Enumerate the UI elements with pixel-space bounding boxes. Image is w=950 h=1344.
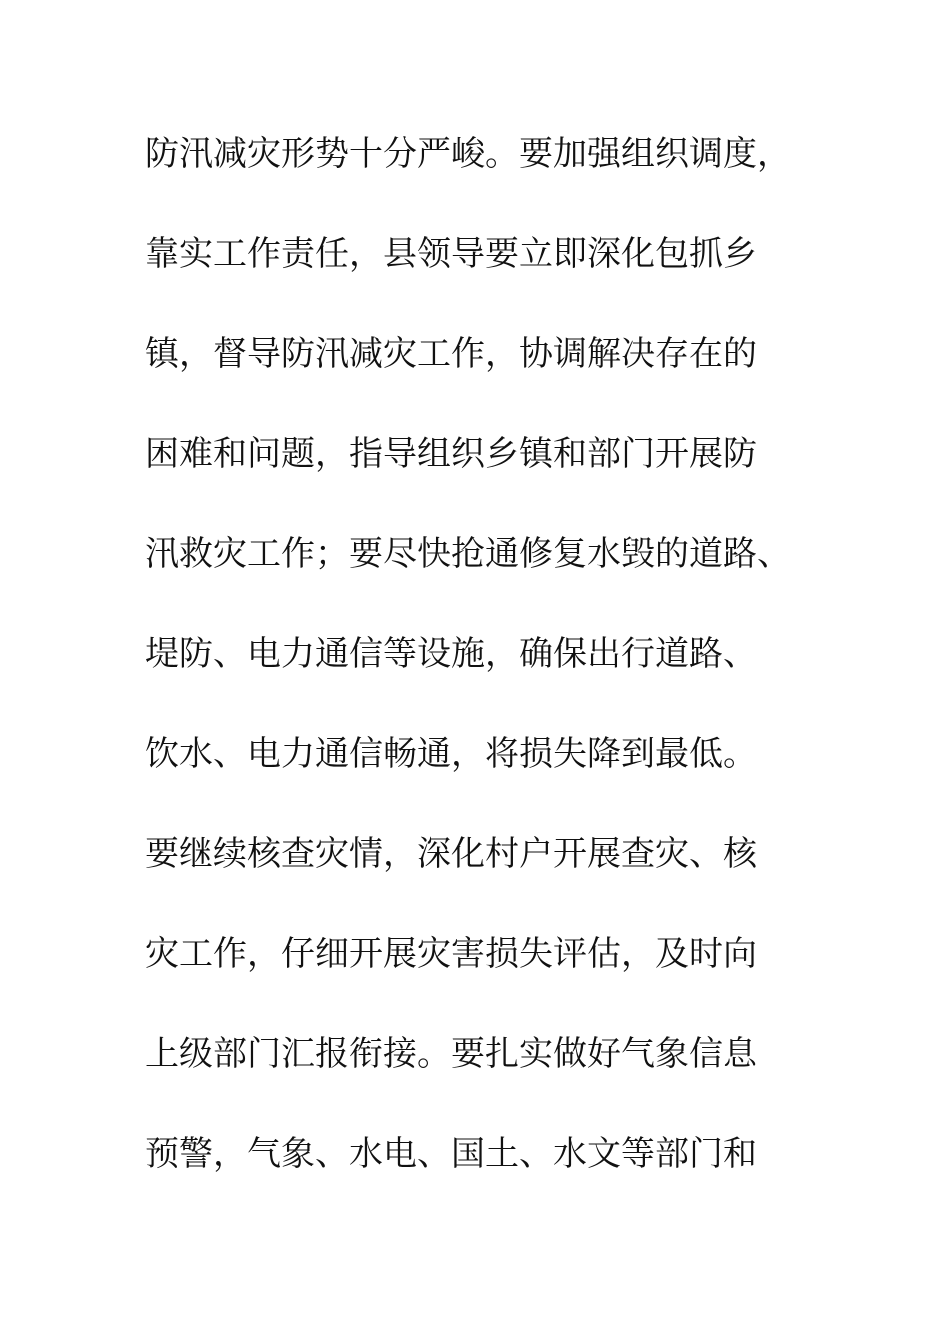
text-line: 饮水、电力通信畅通，将损失降到最低。 [145,734,757,774]
text-line: 镇，督导防汛减灾工作，协调解决存在的 [145,334,757,374]
body-text [145,129,825,1229]
text-line: 要继续核查灾情，深化村户开展查灾、核 [145,834,757,874]
text-line: 汛救灾工作；要尽快抢通修复水毁的道路、 [145,534,791,574]
text-line: 堤防、电力通信等设施，确保出行道路、 [145,634,757,674]
text-line: 灾工作，仔细开展灾害损失评估，及时向 [145,934,757,974]
text-line: 上级部门汇报衔接。要扎实做好气象信息 [145,1034,757,1074]
text-line: 困难和问题，指导组织乡镇和部门开展防 [145,434,757,474]
text-line: 防汛减灾形势十分严峻。要加强组织调度， [145,134,791,174]
text-line: 预警，气象、水电、国土、水文等部门和 [145,1134,757,1174]
text-line: 靠实工作责任，县领导要立即深化包抓乡 [145,234,757,274]
